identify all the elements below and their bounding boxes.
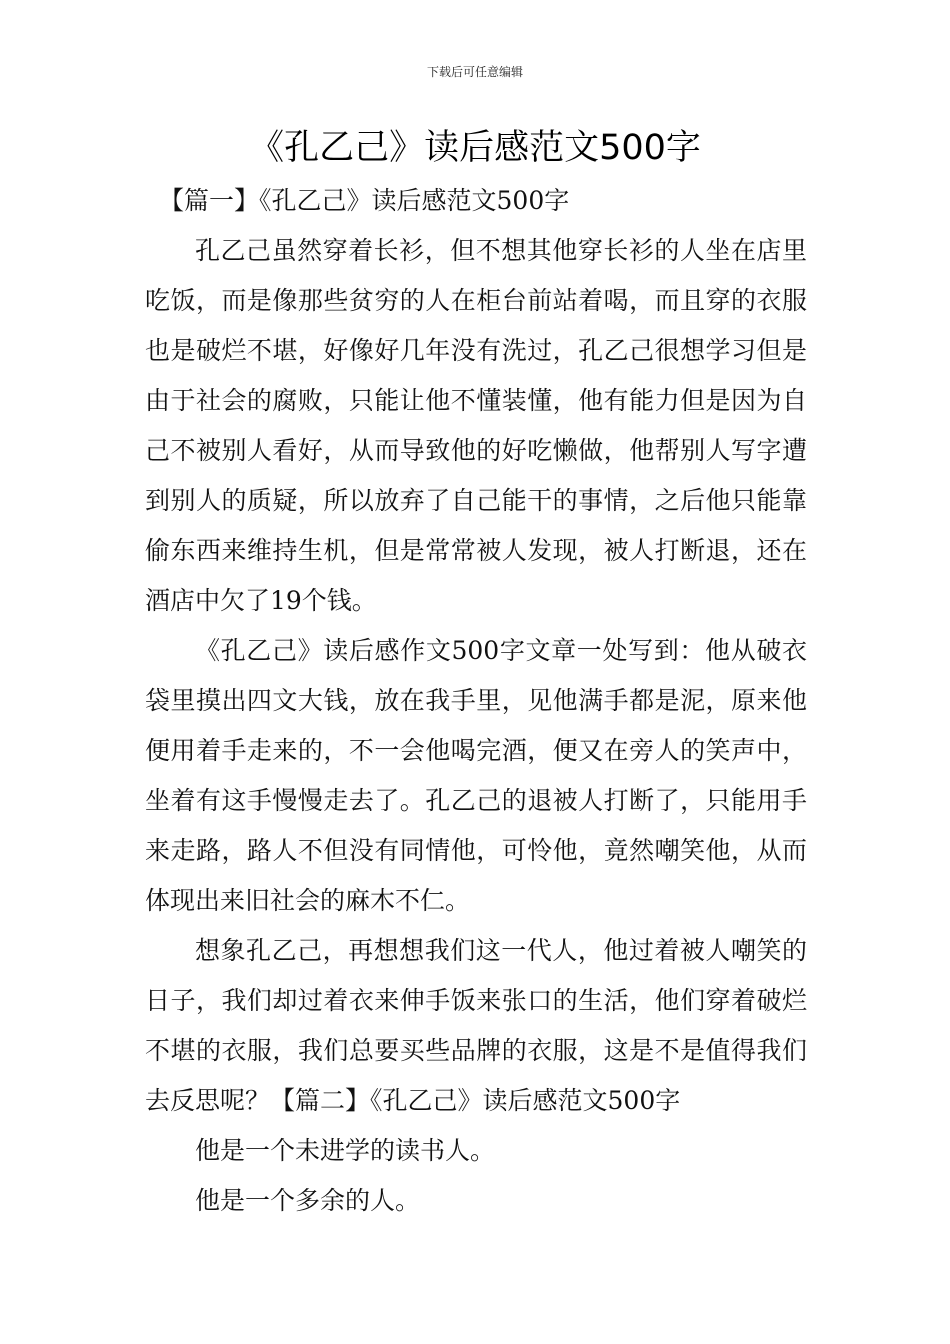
paragraph: 他是一个多余的人。 — [195, 1186, 421, 1215]
section-heading: 【篇一】《孔乙己》读后感范文500字 — [159, 186, 570, 215]
document-title: 《孔乙己》读后感范文500字 — [249, 128, 701, 168]
document-body — [145, 176, 807, 1226]
header-note: 下载后可任意编辑 — [426, 65, 523, 79]
paragraph: 想象孔乙己，再想想我们这一代人，他过着被人嘲笑的日子，我们却过着衣来伸手饭来张口的生活，他们穿着破烂不堪的衣服，我们总要买些品牌的衣服，这是不是值得我们去反思呢？【篇二】《孔乙己》读后感范文500字 — [145, 936, 807, 1115]
paragraph: 《孔乙己》读后感作文500字文章一处写到：他从破衣袋里摸出四文大钱，放在我手里，见他满手都是泥，原来他便用着手走来的，不一会他喝完酒，便又在旁人的笑声中，坐着有这手慢慢走去了。孔乙己的退被人打断了，只能用手来走路，路人不但没有同情他，可怜他，竟然嘲笑他，从而体现出来旧社会的麻木不仁。 — [145, 636, 807, 915]
paragraph: 他是一个未进学的读书人。 — [195, 1136, 496, 1165]
paragraph: 孔乙己虽然穿着长衫，但不想其他穿长衫的人坐在店里吃饭，而是像那些贫穷的人在柜台前站着喝，而且穿的衣服也是破烂不堪，好像好几年没有洗过，孔乙己很想学习但是由于社会的腐败，只能让他不懂装懂，他有能力但是因为自己不被别人看好，从而导致他的好吃懒做，他帮别人写字遭到别人的质疑，所以放弃了自己能干的事情，之后他只能靠偷东西来维持生机，但是常常被人发现，被人打断退，还在酒店中欠了19个钱。 — [145, 236, 807, 615]
